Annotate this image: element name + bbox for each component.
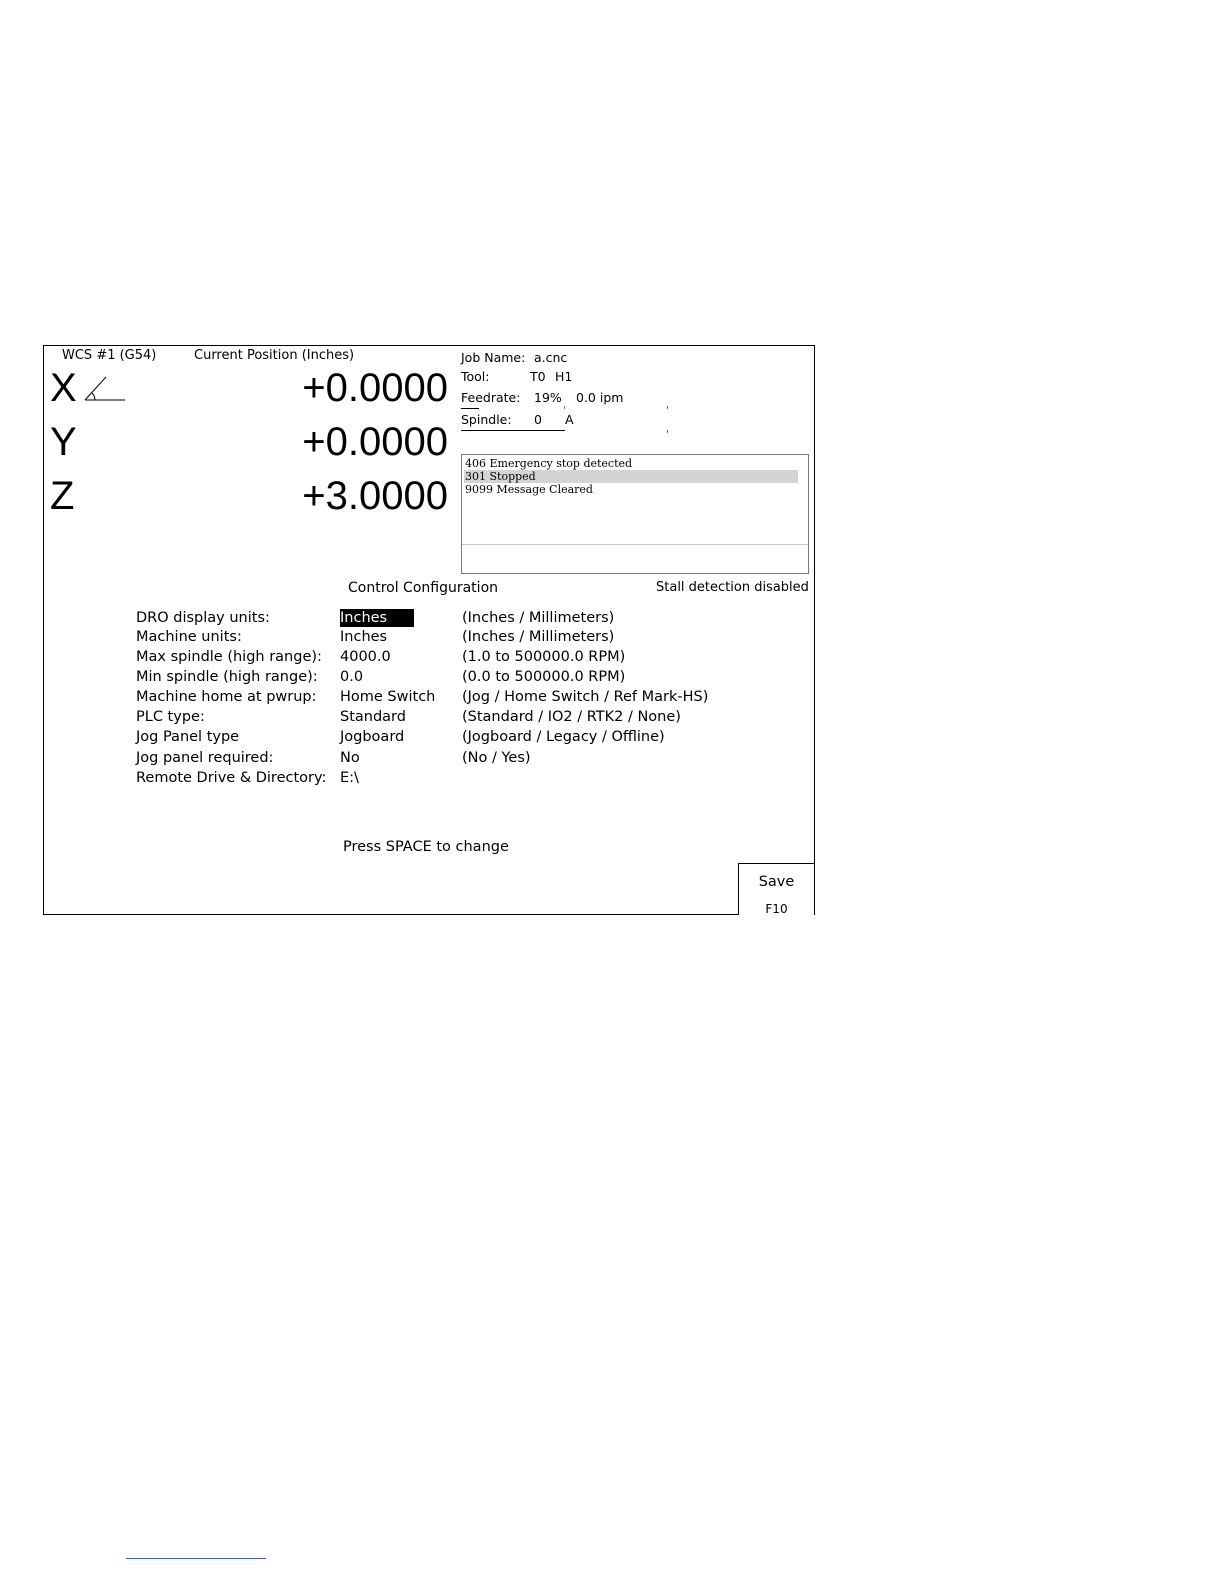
- spindle-underline: [461, 430, 565, 431]
- position-title: Current Position (Inches): [194, 348, 355, 363]
- axis-z-value: +3.0000: [302, 474, 448, 518]
- config-value[interactable]: Inches: [340, 629, 388, 645]
- feedrate-label: Feedrate:: [461, 390, 521, 405]
- wcs-label: WCS #1 (G54): [62, 348, 157, 363]
- feedrate-tick-right: [667, 406, 668, 409]
- config-options: (No / Yes): [462, 750, 531, 766]
- config-value[interactable]: No: [340, 750, 360, 766]
- config-value-selected[interactable]: Inches: [340, 609, 414, 627]
- axis-y-letter: Y: [50, 420, 77, 464]
- message-item[interactable]: 406 Emergency stop detected: [465, 457, 633, 470]
- config-label: Remote Drive & Directory:: [136, 770, 327, 786]
- change-hint: Press SPACE to change: [343, 839, 509, 855]
- tool-h-value: H1: [555, 369, 573, 384]
- config-options: (Jogboard / Legacy / Offline): [462, 729, 665, 745]
- config-value[interactable]: Jogboard: [340, 729, 405, 745]
- save-button-label: Save: [758, 874, 795, 890]
- cnc-control-screen: [43, 345, 815, 915]
- config-label: Min spindle (high range):: [136, 669, 318, 685]
- spindle-label: Spindle:: [461, 412, 512, 427]
- message-divider: [462, 544, 808, 545]
- save-button[interactable]: [738, 863, 814, 915]
- job-name-label: Job Name:: [461, 350, 526, 365]
- feedrate-tick: [564, 406, 565, 409]
- config-label: Jog panel required:: [136, 750, 274, 766]
- tool-label: Tool:: [461, 369, 490, 384]
- config-label: Max spindle (high range):: [136, 649, 322, 665]
- config-options: (Inches / Millimeters): [462, 629, 615, 645]
- spindle-tick: [667, 430, 668, 433]
- config-title: Control Configuration: [348, 580, 499, 596]
- message-list[interactable]: [461, 454, 809, 574]
- config-options: (Inches / Millimeters): [462, 610, 615, 626]
- stall-status: Stall detection disabled: [656, 580, 809, 595]
- config-options: (Standard / IO2 / RTK2 / None): [462, 709, 681, 725]
- config-options: (Jog / Home Switch / Ref Mark-HS): [462, 689, 709, 705]
- message-item-selected[interactable]: 301 Stopped: [464, 470, 798, 483]
- job-name-value: a.cnc: [534, 350, 568, 365]
- save-button-key: F10: [765, 902, 788, 916]
- config-label: Jog Panel type: [136, 729, 240, 745]
- tool-t-value: T0: [530, 369, 546, 384]
- config-value[interactable]: 4000.0: [340, 649, 391, 665]
- spindle-unit: A: [565, 412, 574, 427]
- config-label: DRO display units:: [136, 610, 270, 626]
- config-options: (1.0 to 500000.0 RPM): [462, 649, 626, 665]
- axis-x-letter: X: [50, 366, 77, 410]
- axis-y-value: +0.0000: [302, 420, 448, 464]
- axis-x-value: +0.0000: [302, 366, 448, 410]
- config-options: (0.0 to 500000.0 RPM): [462, 669, 626, 685]
- feedrate-ipm: 0.0 ipm: [576, 390, 624, 405]
- spindle-value: 0: [534, 412, 542, 427]
- feedrate-underline: [461, 408, 479, 409]
- config-value[interactable]: E:\: [340, 770, 359, 786]
- config-label: Machine home at pwrup:: [136, 689, 317, 705]
- config-value[interactable]: Home Switch: [340, 689, 436, 705]
- config-value[interactable]: 0.0: [340, 669, 364, 685]
- config-label: PLC type:: [136, 709, 205, 725]
- angle-icon: [84, 373, 126, 403]
- config-label: Machine units:: [136, 629, 242, 645]
- config-value[interactable]: Standard: [340, 709, 406, 725]
- message-item[interactable]: 9099 Message Cleared: [465, 483, 593, 496]
- footer-link-line: [126, 1558, 266, 1559]
- feedrate-percent: 19%: [534, 390, 562, 405]
- axis-z-letter: Z: [50, 474, 75, 518]
